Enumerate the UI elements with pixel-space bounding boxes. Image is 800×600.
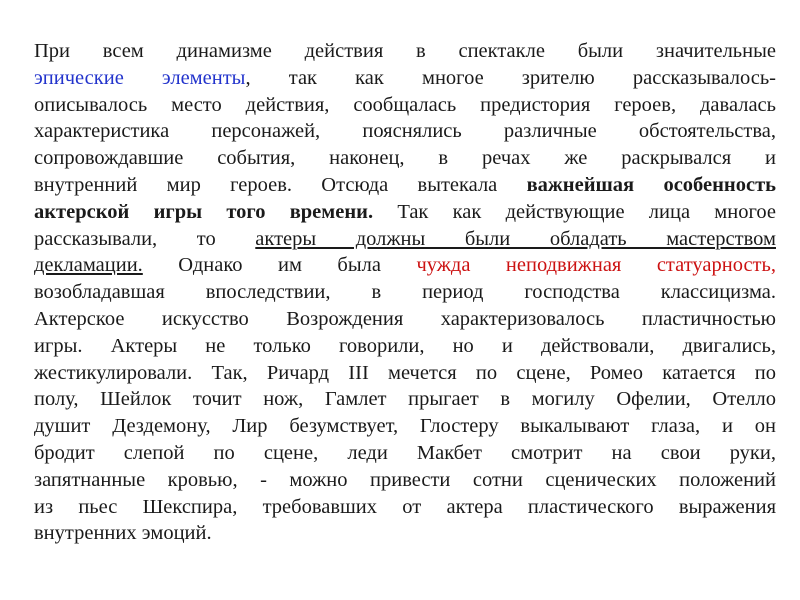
text-segment: , так как многое зрителю рассказывалось-	[245, 66, 776, 89]
blue-highlight-text: эпические элементы	[34, 66, 246, 89]
text-segment: сопровождавшие события, наконец, в речах же раскрывался и	[34, 147, 776, 170]
text-segment: Актерское искусство Возрождения характеризовалось пластичностью	[34, 307, 776, 330]
text-line	[34, 38, 776, 65]
text-segment: бродит слепой по сцене, леди Макбет смотрит на свои руки,	[34, 441, 776, 464]
bold-emphasis-text: важнейшая особенность	[526, 173, 776, 196]
text-line	[34, 333, 776, 360]
text-line	[34, 494, 776, 521]
underlined-emphasis-text: декламации.	[34, 254, 143, 277]
text-line	[34, 65, 776, 92]
text-segment: из пьес Шекспира, требовавших от актера пластического выражения	[34, 495, 776, 518]
text-segment: Однако им была	[142, 254, 417, 277]
text-line	[34, 172, 776, 199]
text-segment: игры. Актеры не только говорили, но и действовали, двигались,	[34, 334, 776, 357]
text-line	[34, 520, 776, 547]
text-segment: запятнанные кровью, - можно привести сотни сценических положений	[34, 468, 776, 491]
text-segment: внутренний мир героев. Отсюда вытекала	[34, 173, 527, 196]
text-segment: душит Дездемону, Лир безумствует, Глостеру выкалывают глаза, и он	[34, 415, 776, 438]
text-line	[34, 226, 776, 253]
red-highlight-text: чужда неподвижная статуарность,	[416, 254, 776, 277]
text-segment: описывалось место действия, сообщалась предистория героев, давалась	[34, 93, 776, 116]
text-segment: характеристика персонажей, пояснялись различные обстоятельства,	[34, 120, 776, 143]
text-line	[34, 279, 776, 306]
text-line	[34, 92, 776, 119]
text-line	[34, 440, 776, 467]
text-segment: возобладавшая впоследствии, в период господства классицизма.	[34, 281, 776, 304]
text-segment: Так как действующие лица многое	[373, 200, 776, 223]
text-line	[34, 467, 776, 494]
text-line	[34, 145, 776, 172]
text-segment: внутренних эмоций.	[34, 522, 212, 545]
text-line	[34, 306, 776, 333]
text-segment: При всем динамизме действия в спектакле были значительные	[34, 40, 776, 62]
text-segment: жестикулировали. Так, Ричард III мечется по сцене, Ромео катается по	[34, 361, 776, 384]
underlined-emphasis-text: актеры должны были обладать мастерством	[255, 227, 776, 250]
text-line	[34, 386, 776, 413]
text-line	[34, 199, 776, 226]
bold-emphasis-text: актерской игры того времени.	[34, 200, 374, 223]
text-line	[34, 118, 776, 145]
text-segment: полу, Шейлок точит нож, Гамлет прыгает в могилу Офелии, Отелло	[34, 388, 776, 411]
body-paragraph	[34, 38, 776, 547]
text-line	[34, 252, 776, 279]
text-line	[34, 360, 776, 387]
text-line	[34, 413, 776, 440]
text-segment: рассказывали, то	[34, 227, 256, 250]
